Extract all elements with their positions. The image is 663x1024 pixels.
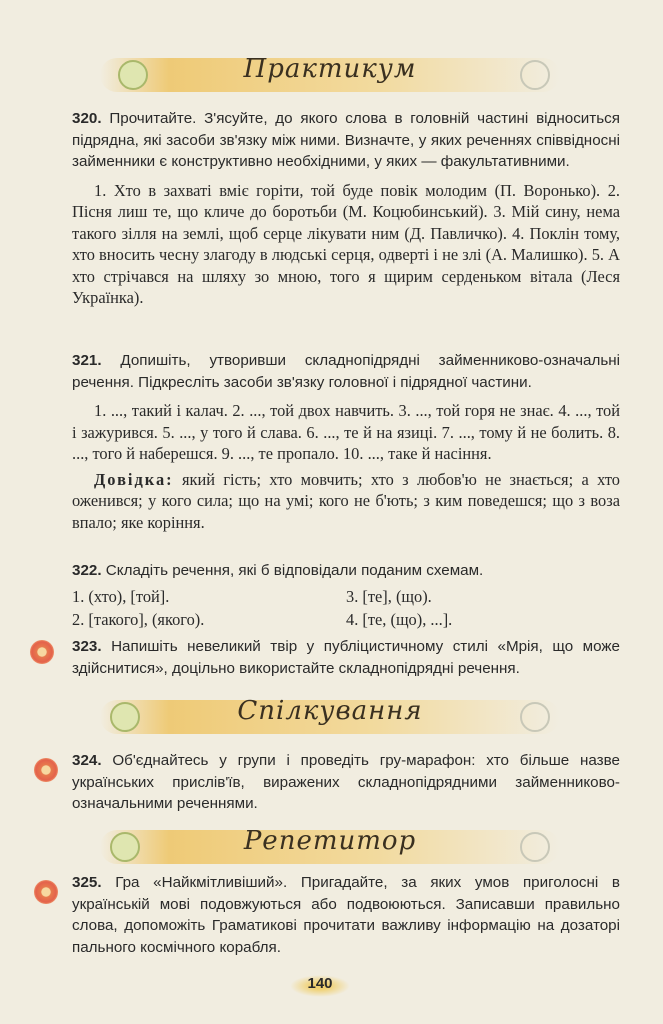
flower-icon <box>34 880 58 904</box>
exercise-number: 320. <box>72 110 102 127</box>
flower-icon <box>30 640 54 664</box>
section-banner-tutor <box>100 826 560 864</box>
section-banner-practicum <box>100 54 560 92</box>
exercise-325 <box>72 872 620 958</box>
exercise-number: 324. <box>72 752 102 769</box>
hint-label: Довідка: <box>94 469 174 489</box>
exercise-text: 1. ..., такий і калач. 2. ..., той двох навчить. 3. ..., той горя не знає. 4. ..., той і зажурився. 5. ..., у того й слава. 6. ..., те й на язиці. 7. ..., тому й не болить. 8. ..., того й наберешся. 9. ..., те пропало. 10. ..., таке й насіння. <box>72 401 620 463</box>
exercise-task: Напишіть невеликий твір у публіцистичному стилі «Мрія, що може здійснитися», доцільно використайте складнопідрядні речення. <box>72 638 620 677</box>
flower-icon <box>34 758 58 782</box>
page-number: 140 <box>290 975 350 997</box>
exercise-322 <box>72 560 620 631</box>
scheme-item: 1. (хто), [той]. <box>72 586 170 606</box>
exercise-number: 321. <box>72 352 102 369</box>
hint-text: який гість; хто мовчить; хто з любов'ю не знається; а хто оженився; у кого сила; що на умі; кого не б'ють; з ким поведешся; що з воза впало; яке коріння. <box>72 469 620 532</box>
exercise-321 <box>72 350 620 533</box>
exercise-text: 1. Хто в захваті вміє горіти, той буде повік молодим (П. Воронько). 2. Пісня лиш те, що кличе до боротьби (М. Коцюбинський). 3. Мій сину, нема такого зілля на землі, щоб серце лікувати ним (Д. Павличко). 4. Поклін тому, хто вносить чесну злагоду в людські серця, одверті і не злі (А. Малишко). 5. А хто стрічався на шляху зо мною, того я щирим серденьком вітала (Леся Українка). <box>72 180 620 307</box>
section-title: Практикум <box>243 54 417 84</box>
exercise-323 <box>72 636 620 679</box>
scheme-item: 4. [те, (що), ...]. <box>346 609 453 629</box>
exercise-number: 322. <box>72 562 102 579</box>
exercise-task: Допишіть, утворивши складнопідрядні займенниково-означальні речення. Підкресліть засоби зв'язку головної і підрядної частини. <box>72 352 620 391</box>
section-title: Спілкування <box>237 696 423 726</box>
scheme-item: 3. [те], (що). <box>346 586 432 606</box>
section-banner-communication <box>100 696 560 734</box>
exercise-number: 325. <box>72 874 102 891</box>
section-title: Репетитор <box>243 826 417 856</box>
exercise-task: Прочитайте. З'ясуйте, до якого слова в головній частині відноситься підрядна, які засоби зв'язку між ними. Визначте, у яких реченнях співвідносні займенники є конструктивно необхідними, у яких — факультативними. <box>72 110 620 170</box>
exercise-task: Об'єднайтесь у групи і проведіть гру-марафон: хто більше назве українських прислів'їв, виражених складнопідрядними займенниково-означальними реченнями. <box>72 752 620 812</box>
exercise-task: Складіть речення, які б відповідали поданим схемам. <box>105 562 484 579</box>
exercise-320 <box>72 108 620 309</box>
scheme-item: 2. [такого], (якого). <box>72 609 205 629</box>
exercise-task: Гра «Найкмітливіший». Пригадайте, за яких умов приголосні в українській мові подовжуються або подвоюються. Записавши правильно слова, допоможіть Граматикові прочитати важливу інформацію на дозаторі пального космічного корабля. <box>72 874 620 956</box>
exercise-324 <box>72 750 620 815</box>
exercise-number: 323. <box>72 638 102 655</box>
